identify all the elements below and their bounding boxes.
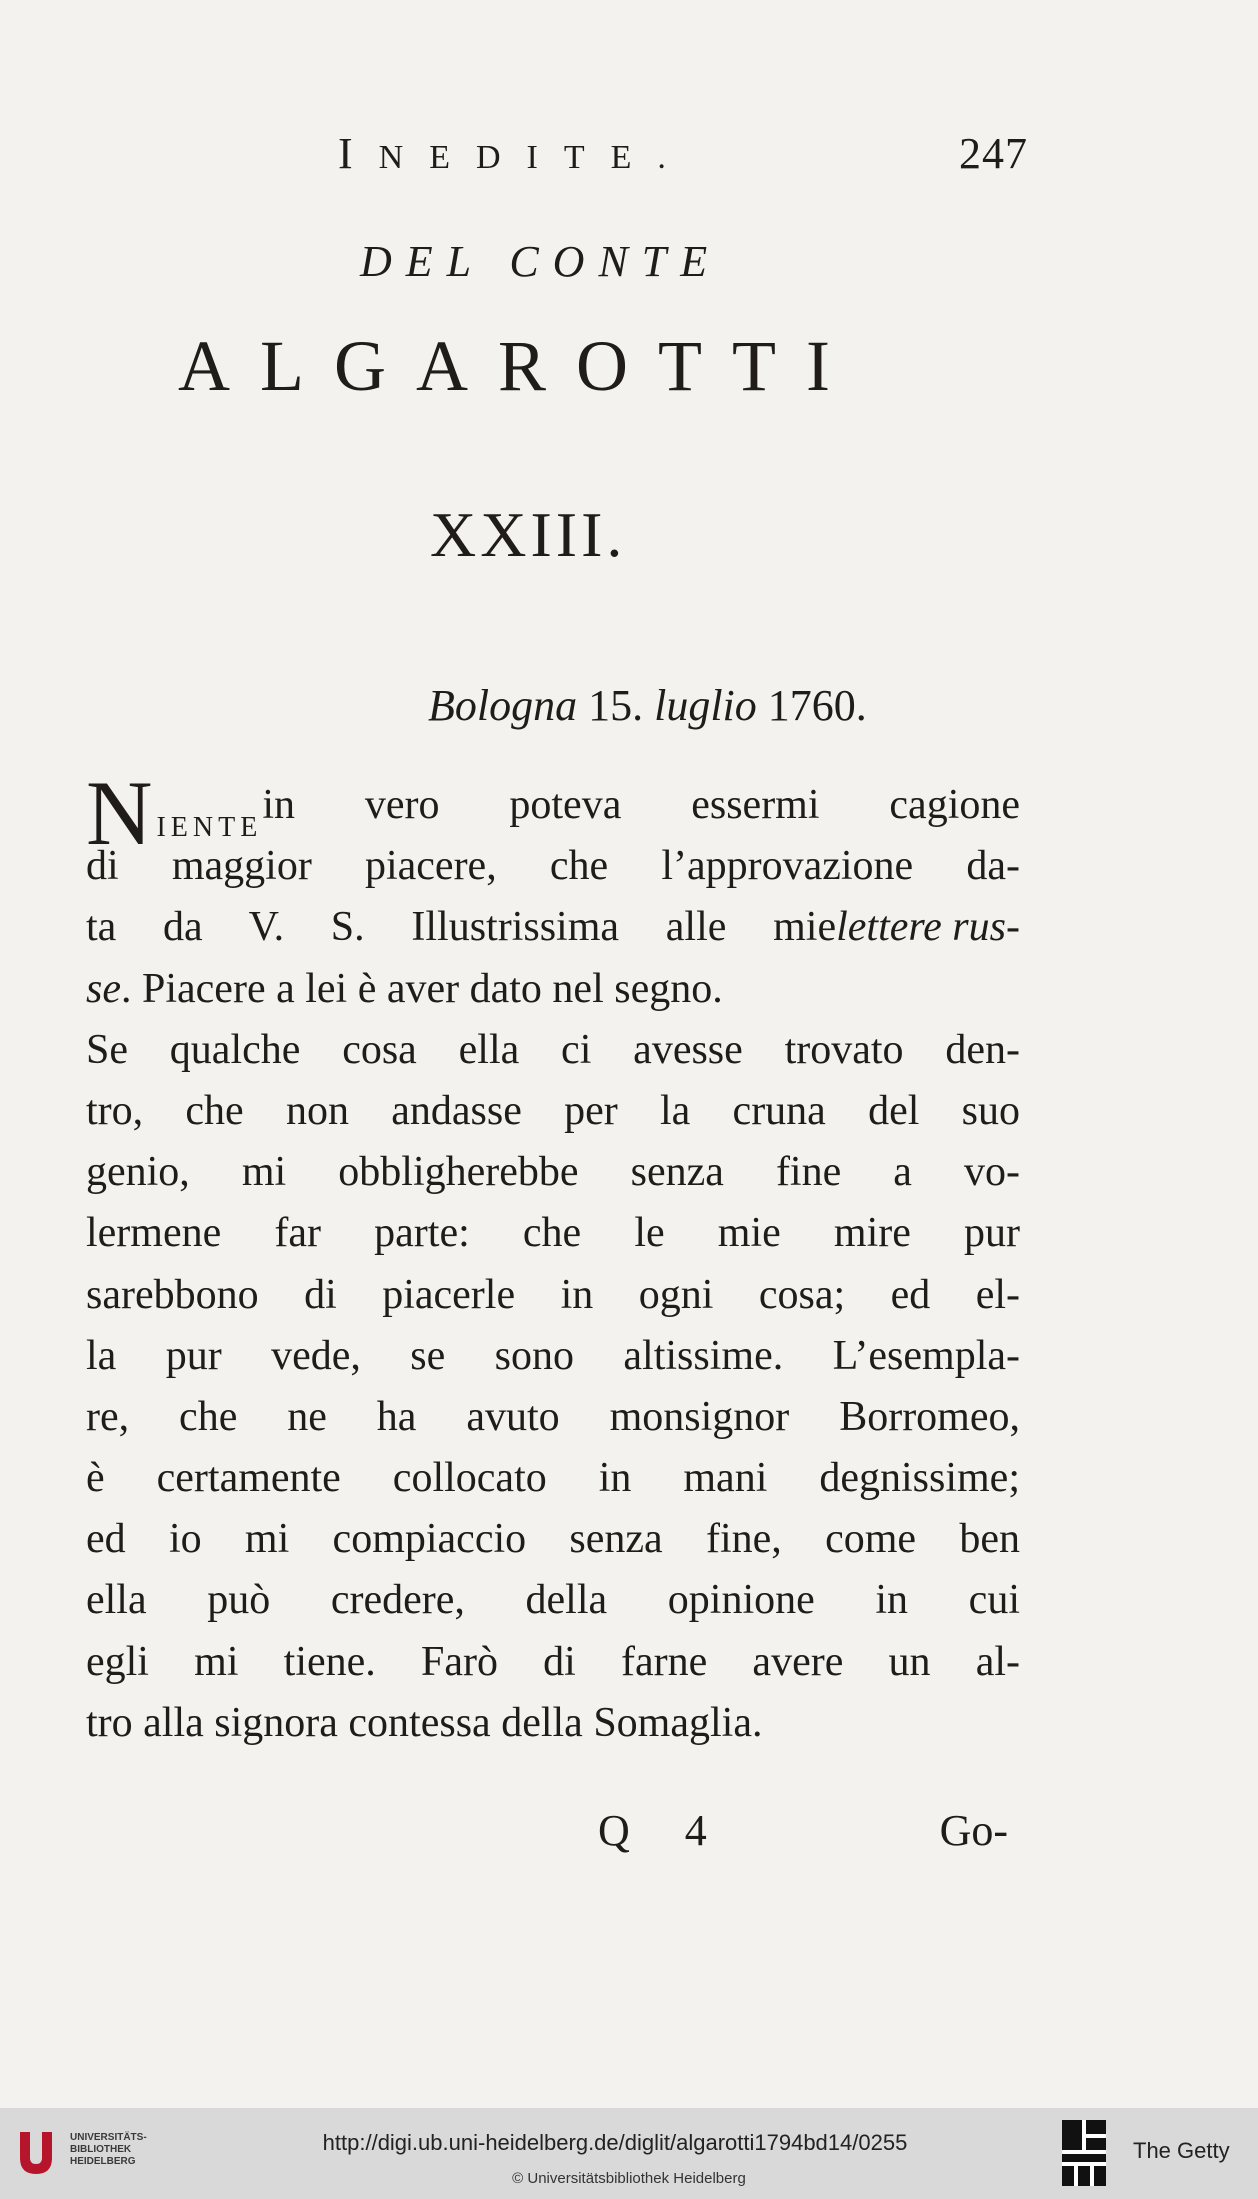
body-line-content [86, 1448, 1020, 1509]
body-line-content [86, 1081, 1020, 1142]
body-line-content [86, 1693, 1020, 1754]
line-text: tro, che non andasse per la cruna del suo [86, 1087, 1020, 1134]
body-line [86, 1387, 1020, 1448]
body-line [86, 1509, 1020, 1570]
subtitle: DEL CONTE [360, 237, 722, 286]
line-text: sarebbono di piacerle in ogni cosa; ed el- [86, 1271, 1020, 1318]
body-line [86, 1081, 1020, 1142]
body-line [86, 1020, 1020, 1081]
body-line [86, 1142, 1020, 1203]
university-library-name: UNIVERSITÄTS- BIBLIOTHEK HEIDELBERG [70, 2132, 147, 2167]
body-line-content [86, 1020, 1020, 1081]
italic-text: lettere rus- [836, 904, 1020, 951]
body-line-content [86, 1509, 1020, 1570]
line-text: di maggior piacere, che l’approvazione da- [86, 843, 1020, 890]
dateline-place: Bologna [428, 681, 578, 730]
dateline-month: luglio [654, 681, 757, 730]
line-text: la pur vede, se sono altissime. L’esempla- [86, 1332, 1020, 1379]
line-text: genio, mi obbligherebbe senza fine a vo- [86, 1149, 1020, 1196]
body-line-content [86, 1265, 1020, 1326]
signature-mark: Q 4 [598, 1806, 729, 1855]
body-line [86, 1326, 1020, 1387]
running-title [338, 128, 692, 179]
body-line-content [86, 762, 1020, 864]
body-line-content [86, 1326, 1020, 1387]
catchwords [598, 1805, 1008, 1856]
dateline-year: 1760. [767, 681, 867, 730]
letter-body [86, 762, 1020, 1754]
line-text: ella può credere, della opinione in cui [86, 1577, 1020, 1624]
body-line-content [86, 959, 1020, 1020]
line-text: in vero poteva essermi cagione [262, 782, 1020, 828]
drop-initial: N [86, 762, 153, 864]
getty-name: The Getty [1133, 2138, 1230, 2163]
author-heading: ALGAROTTI [178, 326, 860, 406]
body-line [86, 1203, 1020, 1264]
getty-logo-icon[interactable] [1058, 2118, 1110, 2188]
body-line [86, 897, 1020, 958]
body-line [86, 1570, 1020, 1631]
body-line-content [86, 897, 1020, 958]
running-title-initial: I [338, 129, 379, 178]
line-text: re, che ne ha avuto monsignor Borromeo, [86, 1393, 1020, 1440]
line-text: tro alla signora contessa della Somaglia. [86, 1699, 763, 1746]
line-text: ed io mi compiaccio senza fine, come ben [86, 1516, 1020, 1563]
body-line [86, 1632, 1020, 1693]
dateline [428, 680, 1048, 731]
body-line [86, 959, 1020, 1020]
body-line [86, 1265, 1020, 1326]
line-text [86, 959, 723, 1020]
body-line [86, 762, 1020, 864]
permalink-text[interactable]: http://digi.ub.uni-heidelberg.de/diglit/algarotti1794bd14/0255 [322, 2130, 908, 2155]
viewer-footer [0, 2108, 1258, 2199]
line-text: lermene far parte: che le mie mire pur [86, 1210, 1020, 1257]
opening-words [86, 762, 263, 864]
body-line-content [86, 1142, 1020, 1203]
body-line [86, 1693, 1020, 1754]
line-text: Se qualche cosa ella ci avesse trovato den- [86, 1026, 1020, 1073]
body-line-content [86, 1632, 1020, 1693]
running-head [338, 128, 1028, 179]
copyright-notice: © Universitätsbibliothek Heidelberg [512, 2170, 746, 2187]
line-text-rest: . Piacere a lei è aver dato nel segno. [121, 965, 723, 1012]
body-line-content [86, 1387, 1020, 1448]
body-line-content [86, 1203, 1020, 1264]
italic-text: se [86, 965, 121, 1012]
dateline-day: 15. [588, 681, 644, 730]
running-title-rest: NEDITE. [378, 139, 692, 176]
body-line [86, 836, 1020, 897]
catchword: Go- [939, 1806, 1008, 1855]
page-number: 247 [959, 129, 1028, 178]
body-line [86, 1448, 1020, 1509]
line-text: è certamente collocato in mani degnissime; [86, 1455, 1020, 1502]
small-caps-word: IENTE [156, 812, 263, 843]
line-text: egli mi tiene. Farò di farne avere un al- [86, 1638, 1020, 1685]
body-line-content [86, 836, 1020, 897]
body-line-content [86, 1570, 1020, 1631]
letter-number: XXIII. [430, 499, 627, 570]
line-text: ta da V. S. Illustrissima alle mie [86, 904, 837, 951]
